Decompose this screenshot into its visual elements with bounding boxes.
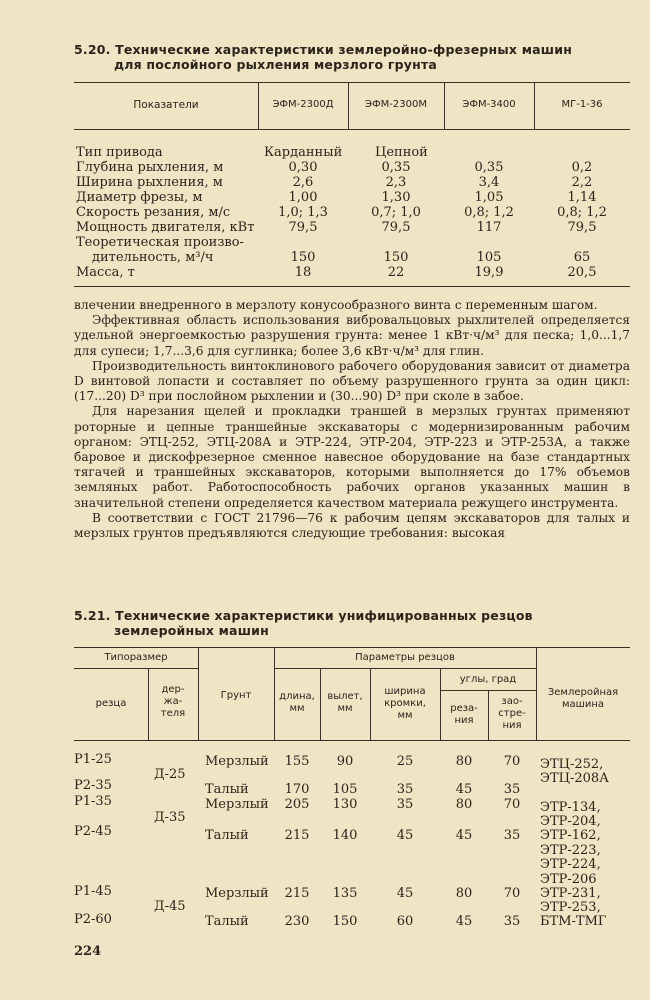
cell-value: 2,3 [385,175,407,190]
table2-header-rule [440,690,536,691]
paragraph: Для нарезания щелей и прокладки траншей в мерзлых грунтах применяют роторные и цепные траншейные экскаваторы с модернизированным рабочим органом: ЭТЦ-252, ЭТЦ-208А и ЭТР-224, ЭТР-204, ЭТР-223 и ЭТР-253А, а также баровое и дискофрезерное сменное навесное оборудование на базе стандартных тягачей и траншейных экскаваторов, которыми выполняется до 17% объемов земляных работ. Работоспособность рабочих органов указанных машин в значительной степени определяется качеством материала режущего инструмента. [74,404,630,510]
row-label: Тип привода [76,145,163,160]
cell-value: 35 [503,782,521,797]
paragraph: Производительность винтоклинового рабочего оборудования зависит от диаметра D винтовой лопасти и составляет по объему разрушенного грунта за один цикл: (17...20) D³ при послойном рыхлении и (30...90) D³ при сколе в забое. [74,358,630,404]
cell-value: 150 [290,250,316,265]
machine-name: ЭТР-204, [540,814,601,829]
header-length: длина, мм [279,691,315,714]
cell-value: 45 [396,828,414,843]
cell-value: 20,5 [567,265,597,280]
table1-bottom-rule [74,286,630,287]
cell-value: 230 [284,914,310,929]
table1-header-col: ЭФМ-3400 [462,99,516,110]
cell-value: 150 [332,914,358,929]
cell-value: 79,5 [381,220,411,235]
header-typesize: Типоразмер [104,652,168,663]
paragraph: Эффективная область использования вибровальцовых рыхлителей определяется удельной энергоемкостью разрушения грунта: менее 1 кВт·ч/м³ для песка; 1,0...1,7 для супеси; 1,7...3,6 для суглинка; более 3,6 кВт·ч/м³ для глин. [74,313,630,358]
table2-caption-line2: землеройных машин [114,623,269,638]
table1-header-col: МГ-1-36 [561,99,603,110]
soil-type: Мерзлый [205,797,269,812]
machine-name: ЭТР-231, [540,886,601,901]
page-number: 224 [74,944,102,959]
cell-value: 117 [476,220,502,235]
machine-name: ЭТР-206 [540,872,597,887]
cell-value: 0,2 [571,160,593,175]
cell-value: 35 [503,914,521,929]
cell-value: Цепной [375,145,428,160]
cell-value: 0,35 [474,160,504,175]
cell-value: 1,00 [288,190,318,205]
table2-caption-line1: 5.21. Технические характеристики унифицированных резцов [74,608,533,623]
header-soil: Грунт [220,690,252,701]
cell-value: 215 [284,828,310,843]
cell-value: 70 [503,754,521,769]
table1-caption-line2: для послойного рыхления мерзлого грунта [114,57,438,72]
cell-value: 80 [455,797,473,812]
soil-type: Талый [205,914,249,929]
cell-value: 130 [332,797,358,812]
header-holder: дер- жа- теля [160,684,186,719]
machine-name: ЭТР-134, [540,800,601,815]
table1-header-col: ЭФМ-2300М [365,99,427,110]
cell-value: 3,4 [478,175,500,190]
cell-value: 0,8; 1,2 [557,205,607,220]
cell-value: 215 [284,886,310,901]
cell-value: 80 [455,754,473,769]
cell-value: 1,05 [474,190,504,205]
cutter-name: Р1-45 [74,884,112,899]
cell-value: 45 [396,886,414,901]
paragraph: влечении внедренного в мерзлоту конусообразного винта с переменным шагом. [74,298,598,312]
cell-value: 0,30 [288,160,318,175]
cutter-name: Р2-60 [74,912,112,927]
cell-value: 90 [336,754,354,769]
cell-value: 22 [387,265,405,280]
cutter-name: Р1-35 [74,794,112,809]
table2-header-bottom-rule [74,740,630,741]
machine-name: ЭТЦ-208А [540,771,610,786]
cutter-name: Р1-25 [74,752,112,767]
cell-value: 170 [284,782,310,797]
cell-value: 45 [455,828,473,843]
cell-value: 65 [573,250,591,265]
header-sharpening-angle: зао- стре- ния [498,696,526,731]
table1-header-rule [74,129,630,130]
row-label: Теоретическая произво- [76,235,244,250]
machine-name: ЭТР-162, [540,828,601,843]
header-params: Параметры резцов [355,652,455,663]
cell-value: 150 [383,250,409,265]
cell-value: 140 [332,828,358,843]
row-label: Диаметр фрезы, м [76,190,203,205]
table1-caption [74,42,634,72]
machine-name: ЭТР-253, [540,900,601,915]
cell-value: Карданный [264,145,343,160]
row-label: дительность, м³/ч [92,250,214,265]
cell-value: 105 [332,782,358,797]
row-label: Масса, т [76,265,135,280]
soil-type: Талый [205,782,249,797]
cell-value: 1,30 [381,190,411,205]
cell-value: 45 [455,782,473,797]
cell-value: 80 [455,886,473,901]
cell-value: 35 [396,797,414,812]
cutter-name: Р2-35 [74,778,112,793]
cell-value: 135 [332,886,358,901]
table2-top-rule [74,647,630,648]
row-label: Глубина рыхления, м [76,160,224,175]
machine-name: БТМ-ТМГ [540,914,607,929]
table2-caption [74,608,634,638]
cell-value: 2,2 [571,175,593,190]
table1-caption-line1: 5.20. Технические характеристики землеройно-фрезерных машин [74,42,573,57]
holder-name: Д-25 [154,767,186,782]
cell-value: 18 [294,265,312,280]
machine-name: ЭТР-224, [540,857,601,872]
cell-value: 0,7; 1,0 [371,205,421,220]
row-label: Мощность двигателя, кВт [76,220,255,235]
cell-value: 79,5 [567,220,597,235]
cell-value: 105 [476,250,502,265]
cell-value: 79,5 [288,220,318,235]
machine-name: ЭТЦ-252, [540,757,604,772]
soil-type: Мерзлый [205,886,269,901]
cell-value: 35 [503,828,521,843]
holder-name: Д-35 [154,810,186,825]
cell-value: 45 [455,914,473,929]
machine-name: ЭТР-223, [540,843,601,858]
header-vylet: вылет, мм [327,691,363,714]
table1-header-col: ЭФМ-2300Д [272,99,334,110]
cell-value: 25 [396,754,414,769]
row-label: Скорость резания, м/с [76,205,231,220]
body-text [74,298,630,541]
header-machine: Землеройная машина [547,687,619,710]
header-angles: углы, град [459,674,517,685]
header-cutting-angle: реза- ния [450,703,478,726]
cell-value: 70 [503,886,521,901]
cell-value: 1,0; 1,3 [278,205,328,220]
cell-value: 1,14 [567,190,597,205]
cell-value: 35 [396,782,414,797]
cell-value: 60 [396,914,414,929]
cell-value: 70 [503,797,521,812]
cell-value: 0,8; 1,2 [464,205,514,220]
cell-value: 155 [284,754,310,769]
table2-header-rule [274,668,536,669]
paragraph: В соответствии с ГОСТ 21796—76 к рабочим цепям экскаваторов для талых и мерзлых грунтов предъявляются следующие требования: высокая [74,510,630,541]
header-cutter: резца [95,698,127,709]
row-label: Ширина рыхления, м [76,175,223,190]
cell-value: 19,9 [474,265,504,280]
soil-type: Мерзлый [205,754,269,769]
holder-name: Д-45 [154,899,186,914]
cell-value: 2,6 [292,175,314,190]
table1-top-rule [74,82,630,83]
header-edge-width: ширина кромки, мм [384,686,426,721]
soil-type: Талый [205,828,249,843]
table1-header-indicators: Показатели [133,99,199,111]
cell-value: 205 [284,797,310,812]
cell-value: 0,35 [381,160,411,175]
cutter-name: Р2-45 [74,824,112,839]
table2-header-rule [74,668,198,669]
